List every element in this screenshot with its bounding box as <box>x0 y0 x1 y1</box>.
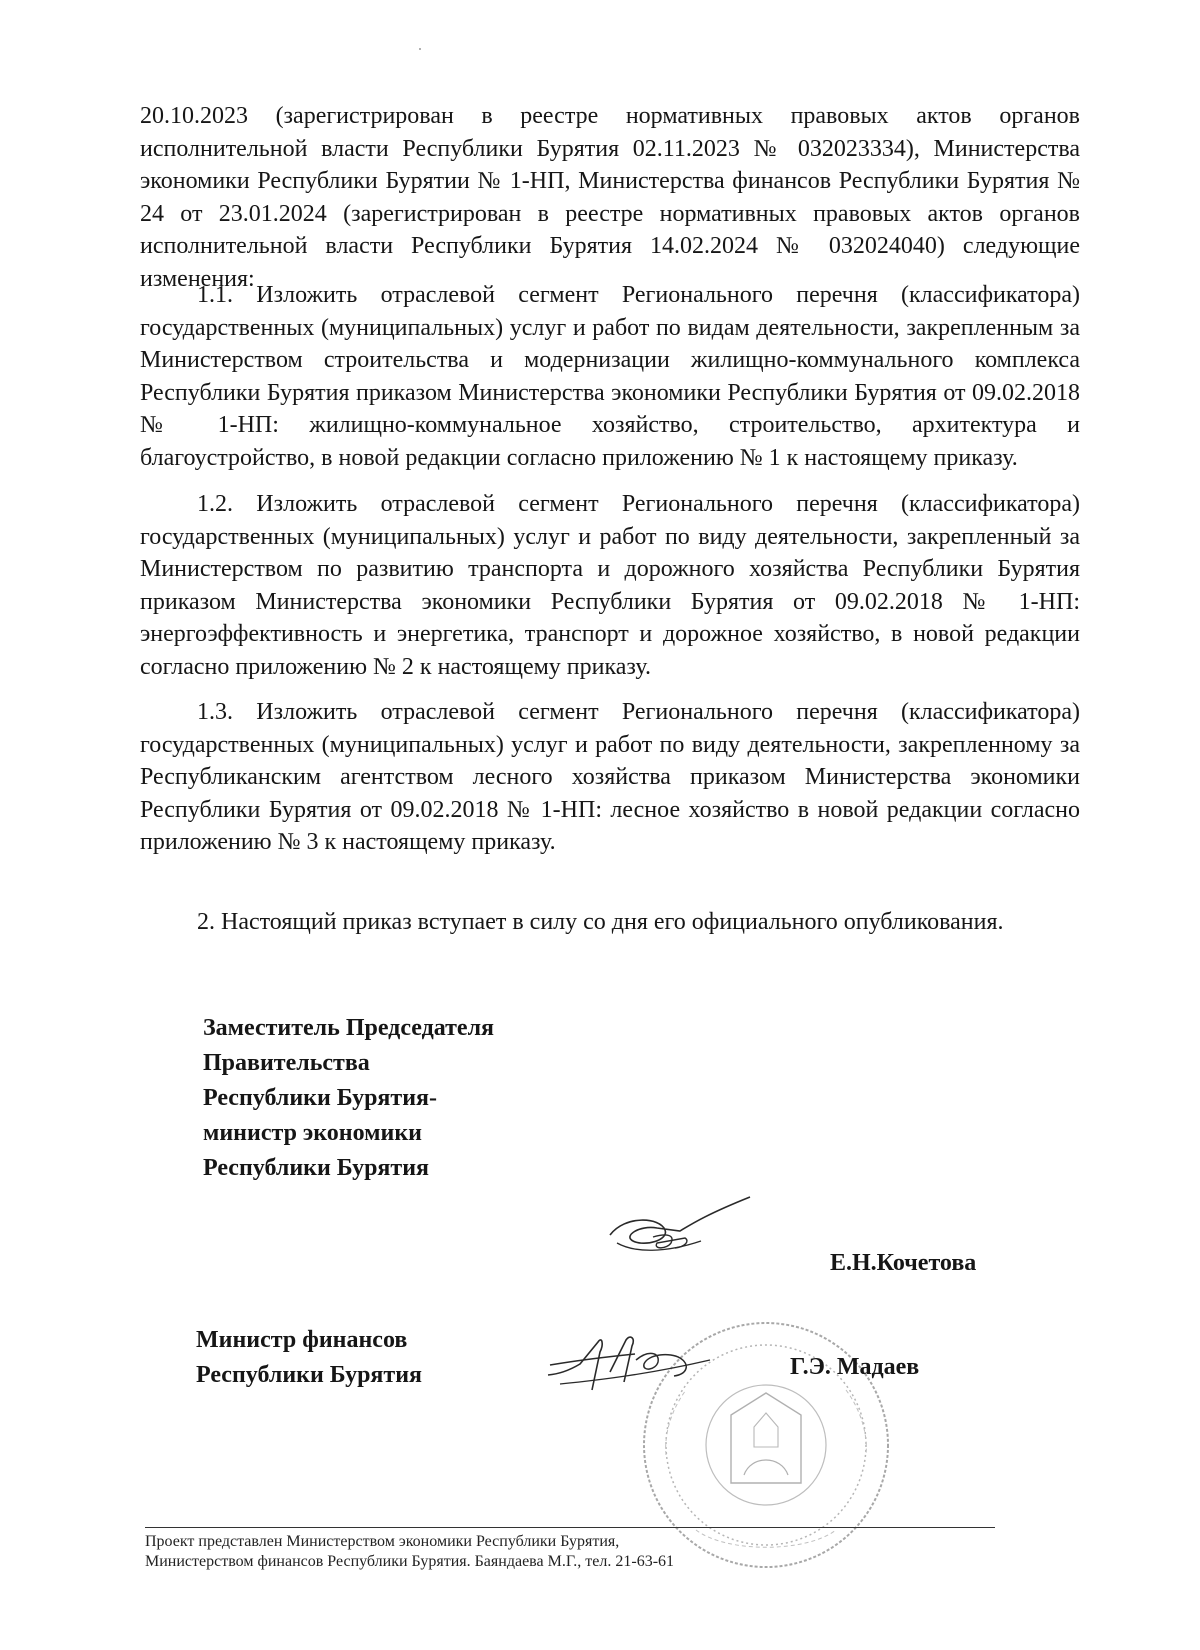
item-2-paragraph: 2. Настоящий приказ вступает в силу со дня его официального опубликования. <box>197 909 1004 935</box>
signatory-1-title-line: Заместитель Председателя <box>203 1015 495 1041</box>
signature-2 <box>540 1330 740 1410</box>
signatory-2-name: Г.Э. Мадаев <box>790 1354 920 1380</box>
footer-note <box>145 1527 995 1572</box>
signatory-2-title-line: Республики Бурятия <box>196 1362 423 1388</box>
signatory-2-title-line: Министр финансов <box>196 1327 408 1353</box>
item-1-2-paragraph: 1.2. Изложить отраслевой сегмент Регионального перечня (классификатора) государственных (муниципальных) услуг и работ по виду деятельности, закрепленный за Министерством по развитию транспорта и дорожного хозяйства Республики Бурятия приказом Министерства экономики Республики Бурятия от 09.02.2018 № 1-НП: энергоэффективность и энергетика, транспорт и дорожное хозяйство, в новой редакции согласно приложению № 2 к настоящему приказу. <box>140 491 1080 680</box>
signatory-2-title <box>196 1323 422 1393</box>
item-1-3-paragraph: 1.3. Изложить отраслевой сегмент Регионального перечня (классификатора) государственных (муниципальных) услуг и работ по виду деятельности, закрепленному за Республиканским агентством лесного хозяйства приказом Министерства экономики Республики Бурятия от 09.02.2018 № 1-НП: лесное хозяйство в новой редакции согласно приложению № 3 к настоящему приказу. <box>140 699 1080 856</box>
scan-speck <box>419 48 421 50</box>
signatory-1-title-line: Республики Бурятия- <box>203 1085 437 1111</box>
signature-1 <box>605 1195 755 1270</box>
signatory-1-title-line: Республики Бурятия <box>203 1155 430 1181</box>
footer-line: Министерством финансов Республики Бурятия. Баяндаева М.Г., тел. 21-63-61 <box>145 1553 675 1570</box>
signatory-1-title-line: министр экономики <box>203 1120 422 1146</box>
intro-paragraph: 20.10.2023 (зарегистрирован в реестре нормативных правовых актов органов исполнительной власти Республики Бурятия 02.11.2023 № 032023334), Министерства экономики Республики Бурятии № 1-НП, Министерства финансов Республики Бурятия № 24 от 23.01.2024 (зарегистрирован в реестре нормативных правовых актов органов исполнительной власти Республики Бурятия 14.02.2024 № 032024040) следующие изменения: <box>140 103 1080 292</box>
signatory-1-title <box>203 1011 494 1186</box>
signatory-1-name: Е.Н.Кочетова <box>830 1250 977 1276</box>
signatory-1-title-line: Правительства <box>203 1050 370 1076</box>
item-1-1-paragraph: 1.1. Изложить отраслевой сегмент Регионального перечня (классификатора) государственных (муниципальных) услуг и работ по видам деятельности, закрепленным за Министерством строительства и модернизации жилищно-коммунального комплекса Республики Бурятия приказом Министерства экономики Республики Бурятия от 09.02.2018 № 1-НП: жилищно-коммунальное хозяйство, строительство, архитектура и благоустройство, в новой редакции согласно приложению № 1 к настоящему приказу. <box>140 282 1080 471</box>
footer-line: Проект представлен Министерством экономики Республики Бурятия, <box>145 1533 620 1550</box>
